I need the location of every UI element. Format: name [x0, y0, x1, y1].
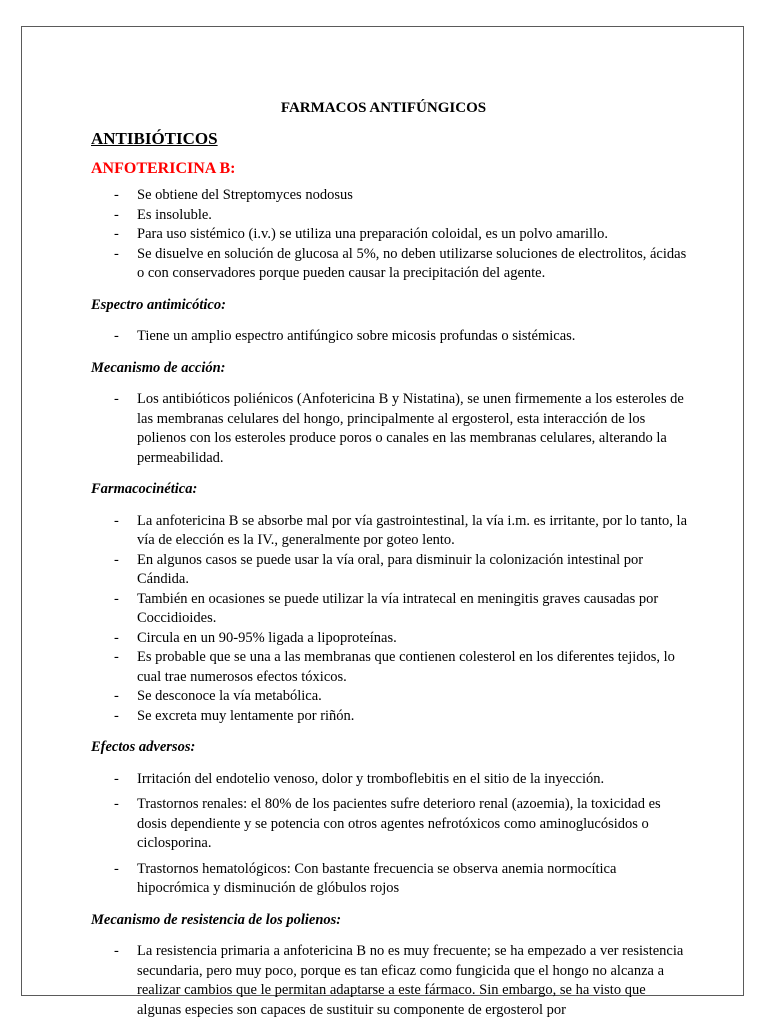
list-item-text: Se disuelve en solución de glucosa al 5%, no deben utilizarse soluciones de electrolitos, ácidas o con conservadores porque pueden causar la precipitación del agente. [137, 245, 687, 281]
list-item-text: Es probable que se una a las membranas que contienen colesterol en los diferentes tejidos, lo cual trae numerosos efectos tóxicos. [137, 649, 675, 685]
bullet-dash: - [114, 391, 119, 407]
list-item-text: Trastornos renales: el 80% de los pacientes sufre deterioro renal (azoemia), la toxicidad es dosis dependiente y se potencia con otros agentes nefrotóxicos como aminoglucósidos o ciclosporina. [137, 796, 661, 851]
list-item-text: Es insoluble. [137, 206, 212, 223]
list-item [91, 648, 691, 687]
bullet-dash: - [114, 688, 119, 704]
list-item-text: La anfotericina B se absorbe mal por vía gastrointestinal, la vía i.m. es irritante, por lo tanto, la vía de elección es la IV., generalmente por goteo lento. [137, 512, 688, 548]
list-item [91, 687, 691, 707]
document-title: FARMACOS ANTIFÚNGICOS [280, 100, 487, 116]
bullet-dash: - [114, 860, 119, 877]
list-item-text: Trastornos hematológicos: Con bastante frecuencia se observa anemia normocítica hipocrómica y disminución de glóbulos rojos [137, 860, 617, 896]
subheading-resistencia: Mecanismo de resistencia de los polienos: [91, 911, 342, 928]
farmacocinetica-list [91, 512, 691, 727]
bullet-dash: - [114, 590, 119, 607]
resistencia-list [91, 942, 691, 1020]
subheading-mecanismo: Mecanismo de acción: [91, 359, 226, 376]
list-item [91, 770, 691, 790]
bullet-dash: - [114, 328, 119, 344]
list-item [91, 512, 691, 551]
espectro-list [91, 327, 691, 347]
list-item-text: Se excreta muy lentamente por riñón. [137, 707, 355, 724]
document-page [21, 26, 744, 1018]
subheading-efectos: Efectos adversos: [91, 739, 196, 755]
list-item-text: También en ocasiones se puede utilizar la vía intratecal en meningitis graves causadas por Coccidioides. [137, 590, 659, 626]
efectos-list [91, 770, 691, 899]
list-item [91, 186, 691, 206]
bullet-dash: - [114, 796, 119, 812]
bullet-dash: - [114, 770, 119, 787]
list-item [91, 390, 691, 468]
bullet-dash: - [114, 629, 119, 646]
list-item-text: En algunos casos se puede usar la vía oral, para disminuir la colonización intestinal por Cándida. [137, 551, 644, 587]
list-item [91, 860, 691, 899]
bullet-dash: - [114, 512, 119, 529]
list-item [91, 629, 691, 649]
list-item-text: Para uso sistémico (i.v.) se utiliza una preparación coloidal, es un polvo amarillo. [137, 226, 608, 242]
bullet-dash: - [114, 187, 119, 203]
bullet-dash: - [114, 245, 119, 262]
bullet-dash: - [114, 551, 119, 568]
list-item-text: Los antibióticos poliénicos (Anfotericina B y Nistatina), se unen firmemente a los esteroles de las membranas celulares del hongo, principalmente al ergosterol, esta interacción de los polienos con los esteroles produce poros o canales en las membranas celulares, alterando la permeabilidad. [137, 391, 684, 466]
list-item [91, 327, 691, 347]
list-item-text: Se obtiene del Streptomyces nodosus [137, 187, 353, 203]
list-item [91, 942, 691, 1020]
list-item-text: La resistencia primaria a anfotericina B no es muy frecuente; se ha empezado a ver resistencia secundaria, pero muy poco, porque es tan eficaz como fungicida que el hongo no alcanza a realizar cambios que le permitan adaptarse a este fármaco. Sin embargo, se ha visto que algunas especies son capaces de sustituir su componente de ergosterol por [137, 943, 684, 1018]
document-body [91, 186, 691, 1032]
intro-list [91, 186, 691, 284]
list-item [91, 245, 691, 284]
drug-heading-anfotericina: ANFOTERICINA B: [91, 160, 236, 177]
list-item-text: Tiene un amplio espectro antifúngico sobre micosis profundas o sistémicas. [137, 328, 576, 344]
bullet-dash: - [114, 943, 119, 959]
bullet-dash: - [114, 206, 119, 223]
mecanismo-list [91, 390, 691, 468]
subheading-farmacocinetica: Farmacocinética: [91, 481, 198, 497]
list-item-text: Se desconoce la vía metabólica. [137, 688, 322, 704]
bullet-dash: - [114, 649, 119, 665]
bullet-dash: - [114, 707, 119, 724]
list-item [91, 795, 691, 854]
list-item [91, 707, 691, 727]
subheading-espectro: Espectro antimicótico: [91, 296, 226, 313]
list-item-text: Circula en un 90-95% ligada a lipoproteínas. [137, 629, 397, 646]
list-item [91, 225, 691, 245]
list-item [91, 206, 691, 226]
bullet-dash: - [114, 226, 119, 242]
section-heading-antibioticos: ANTIBIÓTICOS [91, 129, 218, 148]
list-item [91, 551, 691, 590]
list-item [91, 590, 691, 629]
list-item-text: Irritación del endotelio venoso, dolor y tromboflebitis en el sitio de la inyección. [137, 770, 605, 787]
